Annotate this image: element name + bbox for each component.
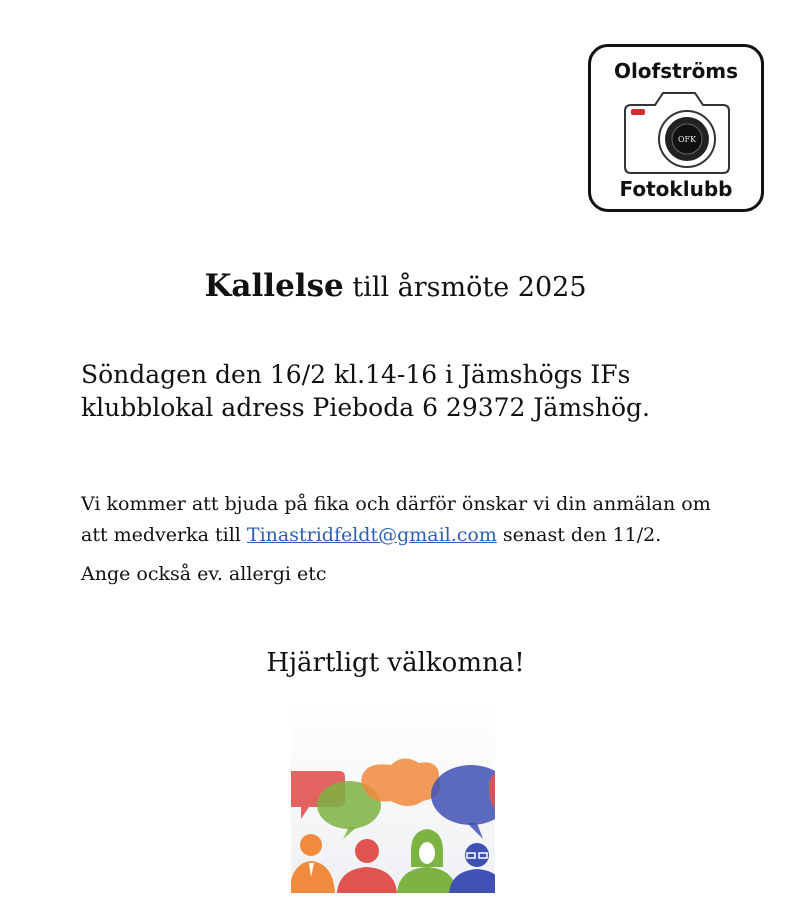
info-line-1: Vi kommer att bjuda på fika och därför önskar vi din anmälan om xyxy=(81,493,711,515)
club-logo xyxy=(588,44,764,212)
welcome-text: Hjärtligt välkomna! xyxy=(266,648,525,678)
registration-info xyxy=(81,489,741,551)
meeting-address-line: klubblokal adress Pieboda 6 29372 Jämshög. xyxy=(81,393,650,422)
info-line-2-after: senast den 11/2. xyxy=(496,524,662,546)
lens-mark: OFK xyxy=(677,135,697,144)
title-bold: Kallelse xyxy=(204,268,344,304)
allergy-note: Ange också ev. allergi etc xyxy=(81,563,327,585)
email-link[interactable]: Tinastridfeldt@gmail.com xyxy=(246,524,497,546)
title-rest: till årsmöte 2025 xyxy=(343,272,587,303)
info-line-2-before: att medverka till xyxy=(81,524,247,546)
page-title xyxy=(0,268,791,304)
logo-text-bottom: Fotoklubb xyxy=(619,177,733,201)
speech-bubbles-people-icon xyxy=(291,701,495,893)
meeting-details xyxy=(81,358,721,424)
people-chat-illustration xyxy=(291,701,495,893)
info-line-2 xyxy=(81,520,741,551)
camera-icon xyxy=(621,87,733,177)
logo-text-top: Olofströms xyxy=(613,59,739,83)
meeting-date-line: Söndagen den 16/2 kl.14-16 i Jämshögs IFs xyxy=(81,360,631,389)
